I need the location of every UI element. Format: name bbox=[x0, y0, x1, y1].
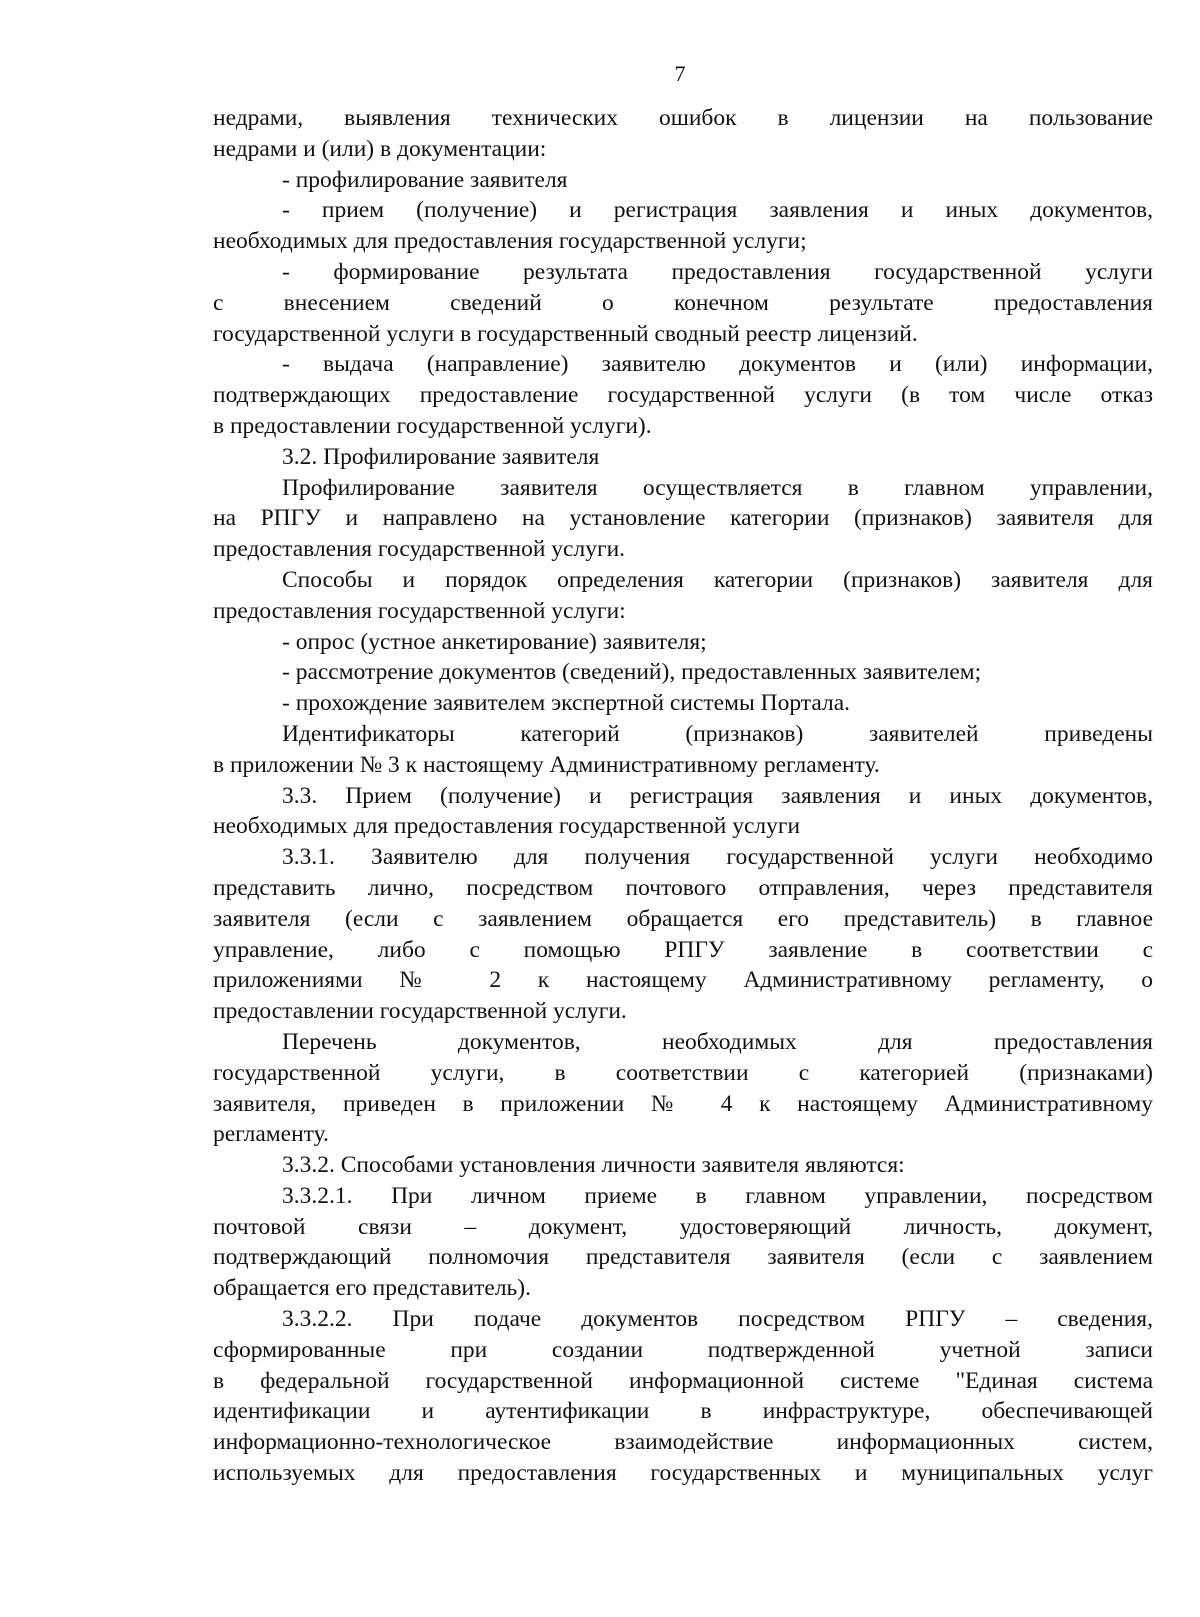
text-line: предоставлении государственной услуги. bbox=[213, 998, 627, 1025]
text-line: Способы и порядок определения категории (признаков) заявителя для bbox=[282, 566, 1153, 593]
text-line: на РПГУ и направлено на установление категории (признаков) заявителя для bbox=[213, 505, 1153, 532]
text-line: Идентификаторы категорий (признаков) заявителей приведены bbox=[282, 720, 1153, 747]
text-line: в федеральной государственной информационной системе "Единая система bbox=[213, 1367, 1153, 1394]
text-line: идентификации и аутентификации в инфраструктуре, обеспечивающей bbox=[213, 1398, 1153, 1425]
text-line: - прохождение заявителем экспертной системы Портала. bbox=[282, 690, 850, 717]
text-line: представить лично, посредством почтового отправления, через представителя bbox=[213, 874, 1153, 901]
text-line: подтверждающих предоставление государственной услуги (в том числе отказ bbox=[213, 382, 1153, 409]
text-line: - формирование результата предоставления государственной услуги bbox=[282, 258, 1153, 285]
text-line: предоставления государственной услуги: bbox=[213, 597, 626, 624]
text-line: 3.3.2.1. При личном приеме в главном управлении, посредством bbox=[282, 1182, 1153, 1209]
text-line: подтверждающий полномочия представителя заявителя (если с заявлением bbox=[213, 1244, 1153, 1271]
text-line: - опрос (устное анкетирование) заявителя; bbox=[282, 628, 707, 655]
document-body bbox=[213, 103, 1153, 1489]
text-line: - рассмотрение документов (сведений), предоставленных заявителем; bbox=[282, 659, 982, 686]
text-line: - выдача (направление) заявителю документов и (или) информации, bbox=[282, 351, 1153, 378]
text-line: предоставления государственной услуги. bbox=[213, 536, 626, 563]
text-line: государственной услуги, в соответствии с категорией (признаками) bbox=[213, 1059, 1153, 1086]
text-line: управление, либо с помощью РПГУ заявление в соответствии с bbox=[213, 936, 1153, 963]
text-line: заявителя, приведен в приложении № 4 к настоящему Административному bbox=[213, 1090, 1153, 1117]
text-line: Перечень документов, необходимых для предоставления bbox=[282, 1028, 1153, 1055]
text-line: необходимых для предоставления государственной услуги; bbox=[213, 228, 807, 255]
text-line: государственной услуги в государственный сводный реестр лицензий. bbox=[213, 320, 918, 347]
text-line: Профилирование заявителя осуществляется в главном управлении, bbox=[282, 474, 1153, 501]
text-line: 3.3.1. Заявителю для получения государственной услуги необходимо bbox=[282, 844, 1153, 871]
text-line: - профилирование заявителя bbox=[282, 166, 568, 193]
text-line: в предоставлении государственной услуги). bbox=[213, 412, 652, 439]
text-line: 3.3.2. Способами установления личности заявителя являются: bbox=[282, 1152, 905, 1179]
text-line: недрами, выявления технических ошибок в лицензии на пользование bbox=[213, 105, 1153, 131]
text-line: 3.3.2.2. При подаче документов посредством РПГУ – сведения, bbox=[282, 1306, 1153, 1333]
section-heading: 3.2. Профилирование заявителя bbox=[282, 443, 600, 470]
text-line: в приложении № 3 к настоящему Административному регламенту. bbox=[213, 751, 880, 778]
section-heading: 3.3. Прием (получение) и регистрация заявления и иных документов, bbox=[282, 782, 1153, 809]
text-line: - прием (получение) и регистрация заявления и иных документов, bbox=[282, 197, 1153, 224]
text-line: сформированные при создании подтвержденной учетной записи bbox=[213, 1336, 1153, 1363]
text-line: недрами и (или) в документации: bbox=[213, 135, 547, 162]
text-line: обращается его представитель). bbox=[213, 1275, 531, 1302]
text-line: используемых для предоставления государственных и муниципальных услуг bbox=[213, 1460, 1153, 1487]
section-heading: необходимых для предоставления государственной услуги bbox=[213, 813, 801, 840]
text-line: информационно-технологическое взаимодействие информационных систем, bbox=[213, 1429, 1153, 1456]
text-line: приложениями № 2 к настоящему Административному регламенту, о bbox=[213, 967, 1153, 994]
text-line: регламенту. bbox=[213, 1121, 329, 1148]
page-number: 7 bbox=[674, 61, 686, 86]
text-line: с внесением сведений о конечном результате предоставления bbox=[213, 289, 1153, 316]
text-line: заявителя (если с заявлением обращается его представитель) в главное bbox=[213, 905, 1153, 932]
text-line: почтовой связи – документ, удостоверяющий личность, документ, bbox=[213, 1213, 1153, 1240]
